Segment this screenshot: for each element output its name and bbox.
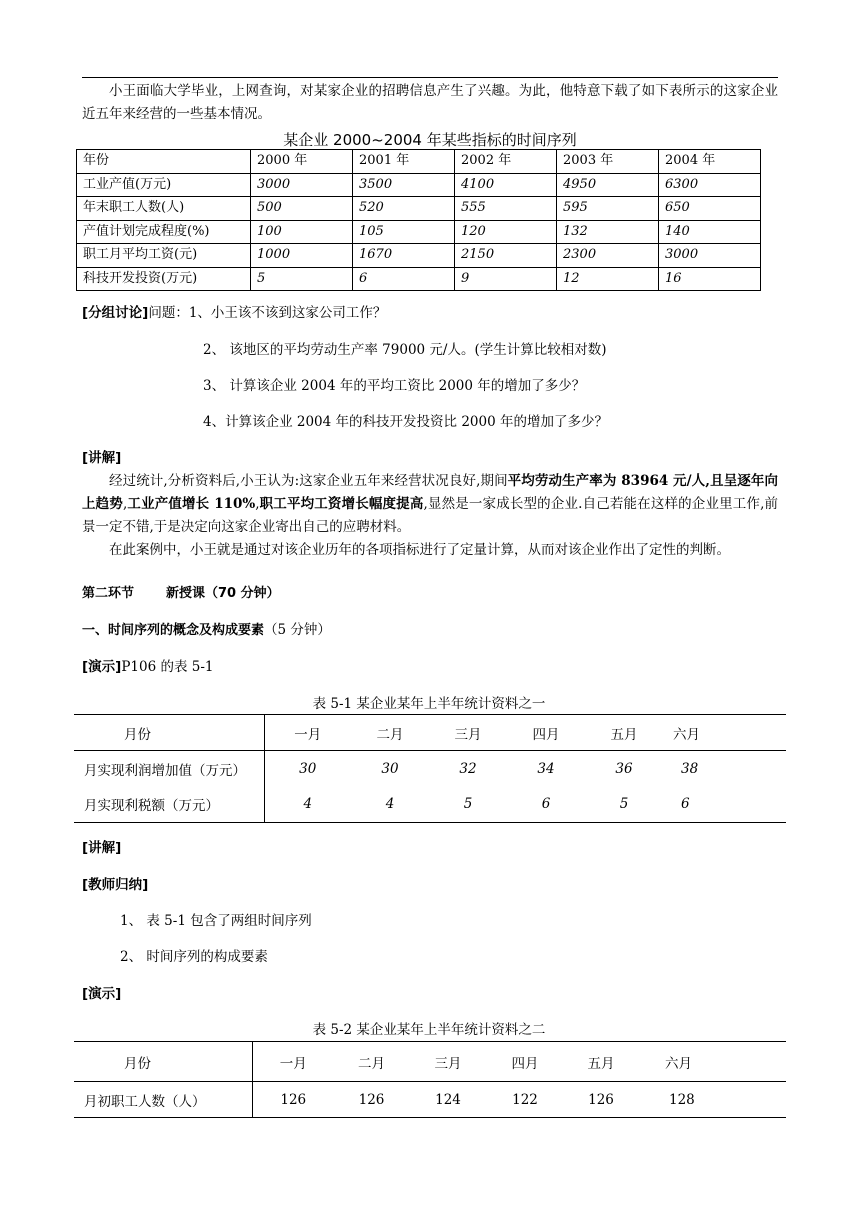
header-cell: 一月	[252, 1042, 334, 1082]
table-cell: 1670	[353, 244, 455, 268]
table-cell: 595	[557, 197, 659, 221]
header-cell: 2001 年	[353, 150, 455, 174]
table-cell: 6	[353, 267, 455, 291]
table-cell: 3000	[659, 244, 761, 268]
table-cell: 100	[251, 220, 353, 244]
header-cell: 二月	[334, 1042, 409, 1082]
table-cell: 5	[429, 787, 507, 823]
header-cell: 二月	[351, 715, 429, 751]
table-cell: 520	[353, 197, 455, 221]
question-2: 2、 该地区的平均劳动生产率 79000 元/人。(学生计算比较相对数)	[203, 342, 607, 358]
table3-caption: 表 5-2 某企业某年上半年统计资料之二	[312, 1022, 546, 1038]
table-row	[77, 244, 761, 268]
explain-tag: [讲解]	[82, 450, 122, 466]
demo1-text: P106 的表 5-1	[121, 659, 214, 675]
table-cell: 5	[251, 267, 353, 291]
summary-item-1: 1、 表 5-1 包含了两组时间序列	[120, 913, 312, 929]
table-cell: 105	[353, 220, 455, 244]
table-cell: 122	[487, 1082, 563, 1118]
header-cell: 一月	[264, 715, 351, 751]
highlight-productivity: 平均劳动生产率为 83964 元/人,且呈逐年向上趋势	[82, 473, 778, 512]
table-cell: 3000	[251, 173, 353, 197]
table-cell: 2300	[557, 244, 659, 268]
table-cell: 126	[334, 1082, 409, 1118]
question-4: 4、计算该企业 2004 年的科技开发投资比 2000 年的增加了多少？	[203, 414, 608, 430]
intro-paragraph: 小王面临大学毕业，上网查询，对某家企业的招聘信息产生了兴趣。为此，他特意下载了如下表所示的这家企业近五年来经营的一些基本情况。	[82, 83, 778, 122]
discussion-line	[82, 303, 386, 323]
table-cell: 6	[507, 787, 585, 823]
header-cell: 六月	[639, 1042, 786, 1082]
highlight-output-growth: 工业产值增长 110%	[127, 496, 256, 512]
table-cell: 6	[663, 787, 786, 823]
row-label: 产值计划完成程度(%)	[77, 220, 251, 244]
table-cell: 120	[455, 220, 557, 244]
demo2-tag: [演示]	[82, 986, 122, 1002]
table-cell: 34	[537, 760, 555, 777]
table-cell: 9	[455, 267, 557, 291]
explain-text: ,显然是一家成长型的企业.自己若能在这样的企业里工作,前景一定不错,于是决定向这家企业寄出自己的应聘材料。	[82, 496, 779, 535]
summary-tag: [教师归纳]	[82, 877, 149, 893]
summary-item-2: 2、 时间序列的构成要素	[120, 949, 268, 965]
explain-comma: ,	[122, 496, 128, 512]
table-cell: 140	[659, 220, 761, 244]
table-cell: 38	[681, 760, 699, 777]
table-cell: 555	[455, 197, 557, 221]
section2-label: 第二环节	[82, 586, 135, 601]
table-row	[74, 787, 786, 823]
header-cell: 三月	[429, 715, 507, 751]
question-3: 3、 计算该企业 2004 年的平均工资比 2000 年的增加了多少？	[203, 378, 586, 394]
table-header-row	[74, 1042, 786, 1082]
demo1-line	[82, 657, 214, 677]
staff-table	[74, 1041, 786, 1118]
table-row	[77, 267, 761, 291]
header-cell: 2004 年	[659, 150, 761, 174]
table-cell: 4	[351, 787, 429, 823]
row-label: 月实现利润增加值（万元）	[74, 751, 264, 787]
table-cell: 4100	[455, 173, 557, 197]
table-cell: 32	[459, 760, 477, 777]
highlight-wage-growth: 职工平均工资增长幅度提高	[259, 496, 424, 512]
section-a-time: （5 分钟）	[264, 622, 331, 638]
table-row	[74, 1082, 786, 1118]
section-a-title: 一、时间序列的概念及构成要素	[82, 623, 265, 638]
table-cell: 1000	[251, 244, 353, 268]
row-label: 职工月平均工资(元)	[77, 244, 251, 268]
explain-text: 经过统计,分析资料后,小王认为:这家企业五年来经营状况良好,期间	[109, 473, 508, 489]
header-cell: 年份	[77, 150, 251, 174]
header-cell: 2002 年	[455, 150, 557, 174]
table-row	[77, 197, 761, 221]
table-row	[77, 173, 761, 197]
explain-paragraph	[82, 470, 778, 539]
table-cell: 30	[299, 760, 317, 777]
top-rule	[82, 77, 778, 78]
table-cell: 36	[615, 760, 633, 777]
table-cell: 16	[659, 267, 761, 291]
row-label: 月实现利税额（万元）	[74, 787, 264, 823]
indicator-table	[76, 149, 761, 291]
row-label: 年末职工人数(人)	[77, 197, 251, 221]
table-cell: 132	[557, 220, 659, 244]
table-cell: 2150	[455, 244, 557, 268]
table-cell: 126	[563, 1082, 639, 1118]
table-cell: 12	[557, 267, 659, 291]
header-cell: 四月	[487, 1042, 563, 1082]
header-cell: 五月	[585, 715, 663, 751]
table2-caption: 表 5-1 某企业某年上半年统计资料之一	[312, 696, 546, 712]
section2-heading	[82, 584, 280, 604]
row-label: 科技开发投资(万元)	[77, 267, 251, 291]
table-header-row	[74, 715, 786, 751]
header-cell: 四月	[507, 715, 585, 751]
table-row	[74, 751, 786, 787]
header-cell: 2003 年	[557, 150, 659, 174]
table-cell: 3500	[353, 173, 455, 197]
section2-title: 新授课（70 分钟）	[166, 586, 280, 601]
table-cell: 6300	[659, 173, 761, 197]
table-cell: 4	[264, 787, 351, 823]
table-cell: 4950	[557, 173, 659, 197]
header-cell: 2000 年	[251, 150, 353, 174]
table-header-row	[77, 150, 761, 174]
header-cell: 五月	[563, 1042, 639, 1082]
demo-tag: [演示]	[82, 659, 122, 675]
table-cell: 126	[252, 1082, 334, 1118]
section-a-heading	[82, 620, 331, 641]
table-cell: 650	[659, 197, 761, 221]
row-label: 工业产值(万元)	[77, 173, 251, 197]
table-cell: 5	[585, 787, 663, 823]
row-label: 月初职工人数（人）	[74, 1082, 252, 1118]
header-cell: 月份	[74, 715, 264, 751]
table1-title: 某企业 2000~2004 年某些指标的时间序列	[283, 131, 577, 149]
explain-comma: ,	[255, 496, 260, 512]
table-row	[77, 220, 761, 244]
header-cell: 三月	[409, 1042, 487, 1082]
table-cell: 30	[381, 760, 399, 777]
table-cell: 500	[251, 197, 353, 221]
table-cell: 128	[639, 1082, 786, 1118]
question-1: 问题：1、小王该不该到这家公司工作？	[148, 305, 387, 321]
case-summary-paragraph: 在此案例中，小王就是通过对该企业历年的各项指标进行了定量计算，从而对该企业作出了定性的判断。	[109, 542, 730, 558]
table-cell: 124	[409, 1082, 487, 1118]
discussion-tag: [分组讨论]	[82, 305, 149, 321]
explain2-tag: [讲解]	[82, 840, 122, 856]
header-cell: 月份	[74, 1042, 252, 1082]
header-cell: 六月	[663, 715, 786, 751]
profit-table	[74, 714, 786, 823]
